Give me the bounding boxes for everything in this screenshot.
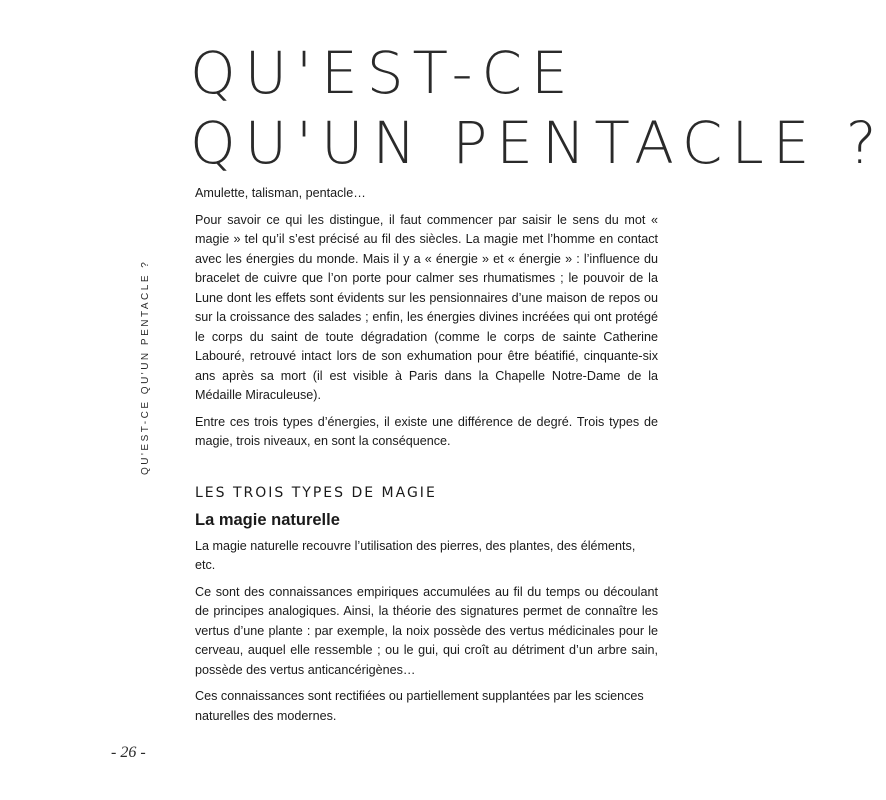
natural-magic-paragraph-2: Ce sont des connaissances empiriques accumulées au fil du temps ou découlant de principes analogiques. Ainsi, la théorie des signatures permet de connaître les vertus d’une plante : par exemple, la noix possède des vertus médicinales pour le cerveau, auquel elle ressemble ; ou le gui, qui croît au détriment d’un arbre sain, possède des vertus anticancérigènes… (195, 584, 658, 677)
running-header: QU'EST-CE QU'UN PENTACLE ? (140, 259, 151, 475)
section-heading: LES TROIS TYPES DE MAGIE (195, 484, 437, 501)
intro-paragraph: Amulette, talisman, pentacle… (195, 186, 366, 200)
energy-paragraph: Pour savoir ce qui les distingue, il faut commencer par saisir le sens du mot « magie » tel qu’il s’est précisé au fil des siècles. La magie met l’homme en contact avec les énergies du monde. Mais il y a « énergie » et « énergie » : l’influence du bracelet de cuivre que l’on porte pour calmer ses rhumatismes ; le pouvoir de la Lune dont les effets sont évidents sur les pensionnaires d’une maison de repos ou sur la croissance des salades ; enfin, les énergies divines incréées qui ont protégé le corps du saint de toute dégradation (comme le corps de sainte Catherine Labouré, retrouvé intact lors de son exhumation pour être béatifié, cinquante-six ans après sa mort (il est visible à Paris dans la Chapelle Notre-Dame de la Médaille Miraculeuse). (195, 212, 658, 402)
page-number: - 26 - (111, 744, 146, 761)
chapter-title-line-1: QU'EST-CE (190, 39, 577, 107)
chapter-title-line-2: QU'UN PENTACLE ? (190, 109, 886, 177)
natural-magic-paragraph-1: La magie naturelle recouvre l’utilisation des pierres, des plantes, des éléments, etc. (195, 538, 636, 572)
chapter-title (190, 38, 886, 178)
subsection-heading: La magie naturelle (195, 510, 340, 529)
body-text (195, 184, 658, 733)
natural-magic-paragraph-3: Ces connaissances sont rectifiées ou partiellement supplantées par les sciences naturelles des modernes. (195, 689, 644, 723)
degree-paragraph: Entre ces trois types d’énergies, il existe une différence de degré. Trois types de magie, trois niveaux, en sont la conséquence. (195, 414, 658, 448)
